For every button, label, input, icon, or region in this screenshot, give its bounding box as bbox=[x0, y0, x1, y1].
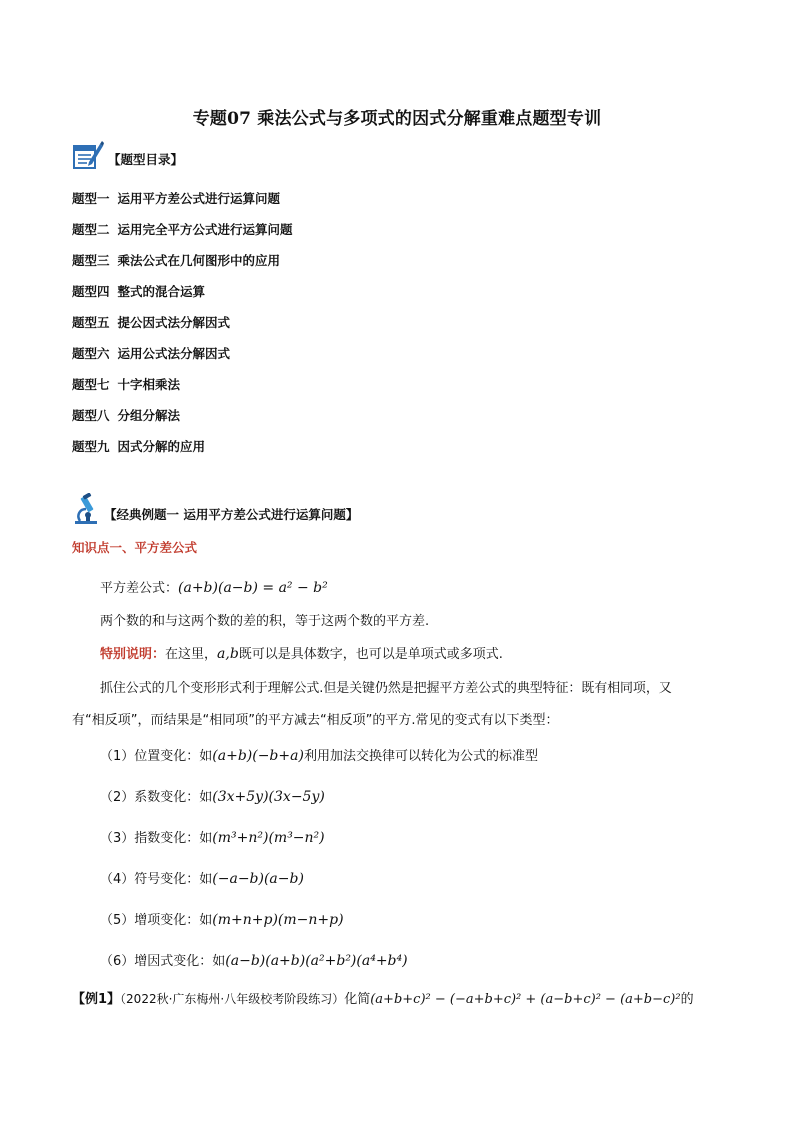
variant-item: （2）系数变化：如(3x+5y)(3x−5y) bbox=[100, 789, 325, 805]
formula-expression: (a+b)(a−b) = a² − b² bbox=[178, 580, 328, 596]
notepad-pencil-icon bbox=[72, 140, 104, 174]
toc-item[interactable]: 题型一 运用平方差公式进行运算问题 bbox=[72, 190, 281, 206]
toc-item[interactable]: 题型二 运用完全平方公式进行运算问题 bbox=[72, 221, 293, 237]
toc-item[interactable]: 题型五 提公因式法分解因式 bbox=[72, 314, 231, 330]
toc-heading-label: 【题型目录】 bbox=[108, 152, 184, 167]
example-tag: 【例1】 bbox=[72, 992, 121, 1007]
toc-item[interactable]: 题型八 分组分解法 bbox=[72, 408, 181, 424]
knowledge-point-title: 知识点一、平方差公式 bbox=[72, 540, 198, 555]
section-heading-label: 【经典例题一 运用平方差公式进行运算问题】 bbox=[104, 507, 359, 522]
variant-item: （1）位置变化：如(a+b)(−b+a)利用加法交换律可以转化为公式的标准型 bbox=[100, 748, 538, 764]
microscope-icon bbox=[72, 493, 102, 529]
example-line: 【例1】（2022秋·广东梅州·八年级校考阶段练习）化简(a+b+c)² − (−a+b+c)² + (a−b+c)² − (a+b−c)²的 bbox=[72, 992, 694, 1007]
page-title: 专题07 乘法公式与多项式的因式分解重难点题型专训 bbox=[192, 109, 602, 129]
variant-item: （3）指数变化：如(m³+n²)(m³−n²) bbox=[100, 830, 325, 846]
toc-item[interactable]: 题型七 十字相乘法 bbox=[72, 377, 181, 393]
toc-item[interactable]: 题型六 运用公式法分解因式 bbox=[72, 346, 231, 362]
example-expression: (a+b+c)² − (−a+b+c)² + (a−b+c)² − (a+b−c)² bbox=[370, 992, 681, 1007]
variant-item: （6）增因式变化：如(a−b)(a+b)(a²+b²)(a⁴+b⁴) bbox=[100, 953, 408, 969]
toc-item[interactable]: 题型九 因式分解的应用 bbox=[72, 439, 206, 455]
toc-heading bbox=[72, 140, 183, 174]
paragraph-line: 有“相反项”，而结果是“相同项”的平方减去“相反项”的平方.常见的变式有以下类型： bbox=[72, 713, 559, 728]
toc-item[interactable]: 题型三 乘法公式在几何图形中的应用 bbox=[72, 252, 281, 268]
formula-line: 平方差公式：(a+b)(a−b) = a² − b² bbox=[100, 580, 328, 596]
special-note-label: 特别说明： bbox=[100, 647, 166, 662]
special-note: 特别说明：在这里，a,b既可以是具体数字，也可以是单项式或多项式. bbox=[100, 646, 503, 662]
paragraph-line: 抓住公式的几个变形形式利于理解公式.但是关键仍然是把握平方差公式的典型特征：既有相同项，又 bbox=[100, 681, 672, 696]
variant-item: （5）增项变化：如(m+n+p)(m−n+p) bbox=[100, 912, 344, 928]
variant-item: （4）符号变化：如(−a−b)(a−b) bbox=[100, 871, 304, 887]
toc-item[interactable]: 题型四 整式的混合运算 bbox=[72, 283, 206, 299]
example-source: （2022秋·广东梅州·八年级校考阶段练习） bbox=[120, 992, 345, 1006]
toc-list bbox=[72, 182, 293, 462]
explain-line: 两个数的和与这两个数的差的积，等于这两个数的平方差. bbox=[100, 614, 430, 629]
section-heading bbox=[72, 494, 358, 528]
